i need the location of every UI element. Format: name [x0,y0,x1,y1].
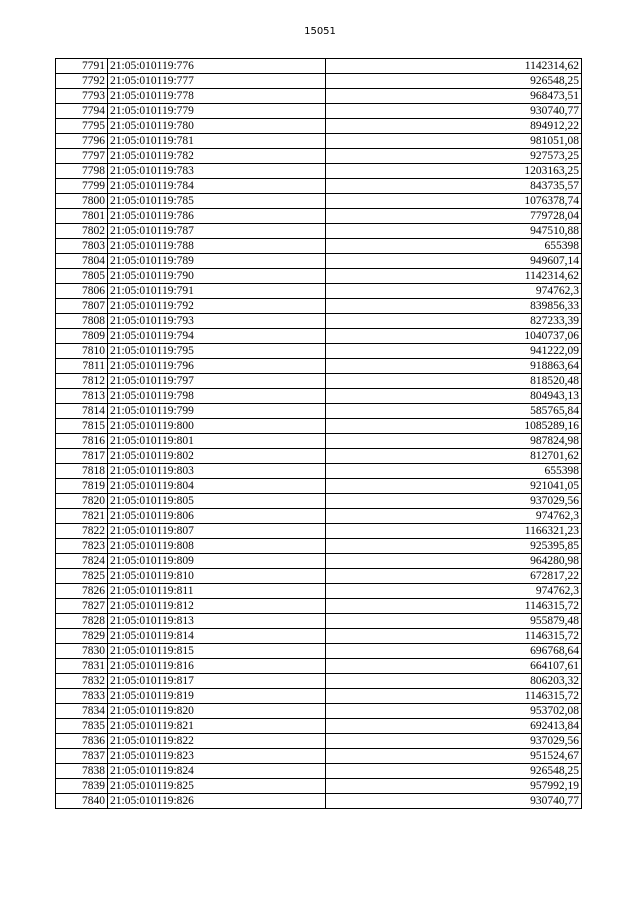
row-number-cell: 7816 [56,434,108,449]
cadastral-value-cell: 818520,48 [326,374,582,389]
cadastral-number-cell: 21:05:010119:811 [108,584,326,599]
row-number-cell: 7834 [56,704,108,719]
cadastral-number-cell: 21:05:010119:789 [108,254,326,269]
cadastral-value-cell: 974762,3 [326,584,582,599]
cadastral-value-cell: 585765,84 [326,404,582,419]
row-number-cell: 7840 [56,794,108,809]
cadastral-number-cell: 21:05:010119:777 [108,74,326,89]
cadastral-value-cell: 951524,67 [326,749,582,764]
cadastral-value-cell: 655398 [326,239,582,254]
cadastral-number-cell: 21:05:010119:803 [108,464,326,479]
row-number-cell: 7822 [56,524,108,539]
table-row [56,404,582,419]
cadastral-value-cell: 947510,88 [326,224,582,239]
table-row [56,149,582,164]
table-row [56,164,582,179]
row-number-cell: 7825 [56,569,108,584]
cadastral-number-cell: 21:05:010119:798 [108,389,326,404]
cadastral-number-cell: 21:05:010119:813 [108,614,326,629]
row-number-cell: 7824 [56,554,108,569]
table-row [56,479,582,494]
table-row [56,449,582,464]
table-row [56,569,582,584]
table-row [56,389,582,404]
cadastral-number-cell: 21:05:010119:800 [108,419,326,434]
cadastral-number-cell: 21:05:010119:780 [108,119,326,134]
cadastral-number-cell: 21:05:010119:799 [108,404,326,419]
row-number-cell: 7837 [56,749,108,764]
table-row [56,374,582,389]
row-number-cell: 7803 [56,239,108,254]
row-number-cell: 7801 [56,209,108,224]
cadastral-number-cell: 21:05:010119:779 [108,104,326,119]
row-number-cell: 7800 [56,194,108,209]
table-row [56,119,582,134]
row-number-cell: 7799 [56,179,108,194]
cadastral-value-cell: 937029,56 [326,734,582,749]
cadastral-number-cell: 21:05:010119:795 [108,344,326,359]
cadastral-value-cell: 843735,57 [326,179,582,194]
row-number-cell: 7836 [56,734,108,749]
cadastral-value-cell: 949607,14 [326,254,582,269]
row-number-cell: 7817 [56,449,108,464]
table-row [56,524,582,539]
cadastral-number-cell: 21:05:010119:806 [108,509,326,524]
table-row [56,659,582,674]
row-number-cell: 7811 [56,359,108,374]
row-number-cell: 7795 [56,119,108,134]
cadastral-number-cell: 21:05:010119:812 [108,599,326,614]
row-number-cell: 7839 [56,779,108,794]
cadastral-number-cell: 21:05:010119:792 [108,299,326,314]
cadastral-value-cell: 921041,05 [326,479,582,494]
table-row [56,584,582,599]
table-row [56,734,582,749]
cadastral-number-cell: 21:05:010119:822 [108,734,326,749]
table-row [56,74,582,89]
table-row [56,314,582,329]
cadastral-value-cell: 1040737,06 [326,329,582,344]
table-row [56,629,582,644]
cadastral-value-cell: 1166321,23 [326,524,582,539]
cadastral-value-cell: 918863,64 [326,359,582,374]
table-row [56,359,582,374]
cadastral-number-cell: 21:05:010119:802 [108,449,326,464]
row-number-cell: 7823 [56,539,108,554]
row-number-cell: 7818 [56,464,108,479]
row-number-cell: 7807 [56,299,108,314]
row-number-cell: 7810 [56,344,108,359]
cadastral-number-cell: 21:05:010119:797 [108,374,326,389]
cadastral-value-cell: 1146315,72 [326,689,582,704]
row-number-cell: 7804 [56,254,108,269]
row-number-cell: 7826 [56,584,108,599]
row-number-cell: 7820 [56,494,108,509]
cadastral-number-cell: 21:05:010119:804 [108,479,326,494]
cadastral-value-cell: 987824,98 [326,434,582,449]
cadastral-value-cell: 1203163,25 [326,164,582,179]
row-number-cell: 7794 [56,104,108,119]
table-row [56,539,582,554]
cadastral-value-cell: 953702,08 [326,704,582,719]
cadastral-value-cell: 806203,32 [326,674,582,689]
cadastral-value-cell: 1076378,74 [326,194,582,209]
table-row [56,494,582,509]
cadastral-number-cell: 21:05:010119:776 [108,59,326,74]
cadastral-number-cell: 21:05:010119:824 [108,764,326,779]
cadastral-value-cell: 1085289,16 [326,419,582,434]
table-row [56,209,582,224]
cadastral-number-cell: 21:05:010119:819 [108,689,326,704]
cadastral-number-cell: 21:05:010119:805 [108,494,326,509]
cadastral-value-cell: 925395,85 [326,539,582,554]
cadastral-number-cell: 21:05:010119:794 [108,329,326,344]
cadastral-value-cell: 1146315,72 [326,599,582,614]
cadastral-value-cell: 964280,98 [326,554,582,569]
table-row [56,254,582,269]
cadastral-value-cell: 1142314,62 [326,59,582,74]
row-number-cell: 7806 [56,284,108,299]
row-number-cell: 7796 [56,134,108,149]
table-row [56,794,582,809]
row-number-cell: 7835 [56,719,108,734]
table-row [56,614,582,629]
table-row [56,239,582,254]
table-row [56,764,582,779]
cadastral-number-cell: 21:05:010119:807 [108,524,326,539]
cadastral-value-cell: 655398 [326,464,582,479]
cadastral-number-cell: 21:05:010119:826 [108,794,326,809]
table-row [56,224,582,239]
cadastral-value-cell: 957992,19 [326,779,582,794]
cadastral-number-cell: 21:05:010119:825 [108,779,326,794]
cadastral-value-cell: 927573,25 [326,149,582,164]
table-row [56,674,582,689]
row-number-cell: 7791 [56,59,108,74]
table-row [56,89,582,104]
cadastral-number-cell: 21:05:010119:820 [108,704,326,719]
row-number-cell: 7827 [56,599,108,614]
cadastral-number-cell: 21:05:010119:791 [108,284,326,299]
row-number-cell: 7838 [56,764,108,779]
row-number-cell: 7797 [56,149,108,164]
cadastral-number-cell: 21:05:010119:788 [108,239,326,254]
cadastral-number-cell: 21:05:010119:786 [108,209,326,224]
cadastral-value-cell: 779728,04 [326,209,582,224]
row-number-cell: 7819 [56,479,108,494]
row-number-cell: 7813 [56,389,108,404]
row-number-cell: 7792 [56,74,108,89]
row-number-cell: 7831 [56,659,108,674]
cadastral-value-cell: 804943,13 [326,389,582,404]
row-number-cell: 7830 [56,644,108,659]
cadastral-number-cell: 21:05:010119:816 [108,659,326,674]
row-number-cell: 7798 [56,164,108,179]
cadastral-number-cell: 21:05:010119:793 [108,314,326,329]
cadastral-number-cell: 21:05:010119:823 [108,749,326,764]
row-number-cell: 7832 [56,674,108,689]
cadastral-value-cell: 968473,51 [326,89,582,104]
table-row [56,299,582,314]
table-row [56,434,582,449]
table-row [56,719,582,734]
table-row [56,134,582,149]
row-number-cell: 7809 [56,329,108,344]
cadastral-number-cell: 21:05:010119:782 [108,149,326,164]
cadastral-value-cell: 941222,09 [326,344,582,359]
row-number-cell: 7808 [56,314,108,329]
table-row [56,194,582,209]
table-row [56,464,582,479]
cadastral-value-cell: 812701,62 [326,449,582,464]
row-number-cell: 7833 [56,689,108,704]
cadastral-number-cell: 21:05:010119:796 [108,359,326,374]
cadastral-value-cell: 937029,56 [326,494,582,509]
table-row [56,419,582,434]
cadastral-number-cell: 21:05:010119:817 [108,674,326,689]
table-row [56,284,582,299]
cadastral-value-cell: 672817,22 [326,569,582,584]
cadastral-value-cell: 692413,84 [326,719,582,734]
cadastral-value-cell: 827233,39 [326,314,582,329]
cadastral-number-cell: 21:05:010119:784 [108,179,326,194]
row-number-cell: 7805 [56,269,108,284]
table-row [56,644,582,659]
row-number-cell: 7828 [56,614,108,629]
cadastral-value-cell: 1146315,72 [326,629,582,644]
cadastral-value-cell: 894912,22 [326,119,582,134]
table-row [56,329,582,344]
cadastral-number-cell: 21:05:010119:787 [108,224,326,239]
cadastral-value-cell: 930740,77 [326,104,582,119]
cadastral-value-cell: 930740,77 [326,794,582,809]
cadastral-number-cell: 21:05:010119:801 [108,434,326,449]
table-row [56,749,582,764]
cadastral-value-cell: 926548,25 [326,764,582,779]
cadastral-value-cell: 981051,08 [326,134,582,149]
cadastral-number-cell: 21:05:010119:810 [108,569,326,584]
table-row [56,344,582,359]
row-number-cell: 7814 [56,404,108,419]
cadastral-number-cell: 21:05:010119:815 [108,644,326,659]
row-number-cell: 7812 [56,374,108,389]
cadastral-number-cell: 21:05:010119:778 [108,89,326,104]
cadastral-value-cell: 926548,25 [326,74,582,89]
row-number-cell: 7802 [56,224,108,239]
cadastral-value-cell: 1142314,62 [326,269,582,284]
table-body [56,59,582,809]
cadastral-value-cell: 839856,33 [326,299,582,314]
row-number-cell: 7829 [56,629,108,644]
cadastral-number-cell: 21:05:010119:785 [108,194,326,209]
cadastral-value-cell: 664107,61 [326,659,582,674]
row-number-cell: 7793 [56,89,108,104]
table-row [56,599,582,614]
row-number-cell: 7821 [56,509,108,524]
table-row [56,704,582,719]
cadastral-value-cell: 974762,3 [326,509,582,524]
cadastral-number-cell: 21:05:010119:783 [108,164,326,179]
cadastral-value-cell: 955879,48 [326,614,582,629]
table-row [56,179,582,194]
cadastral-value-cell: 974762,3 [326,284,582,299]
cadastral-value-table [55,58,582,809]
table-row [56,104,582,119]
cadastral-number-cell: 21:05:010119:781 [108,134,326,149]
cadastral-number-cell: 21:05:010119:809 [108,554,326,569]
cadastral-number-cell: 21:05:010119:821 [108,719,326,734]
cadastral-number-cell: 21:05:010119:814 [108,629,326,644]
table-row [56,554,582,569]
table-row [56,269,582,284]
row-number-cell: 7815 [56,419,108,434]
table-row [56,779,582,794]
page-number: 15051 [304,26,336,37]
cadastral-value-cell: 696768,64 [326,644,582,659]
cadastral-number-cell: 21:05:010119:790 [108,269,326,284]
cadastral-number-cell: 21:05:010119:808 [108,539,326,554]
table-row [56,59,582,74]
table-row [56,509,582,524]
table-row [56,689,582,704]
